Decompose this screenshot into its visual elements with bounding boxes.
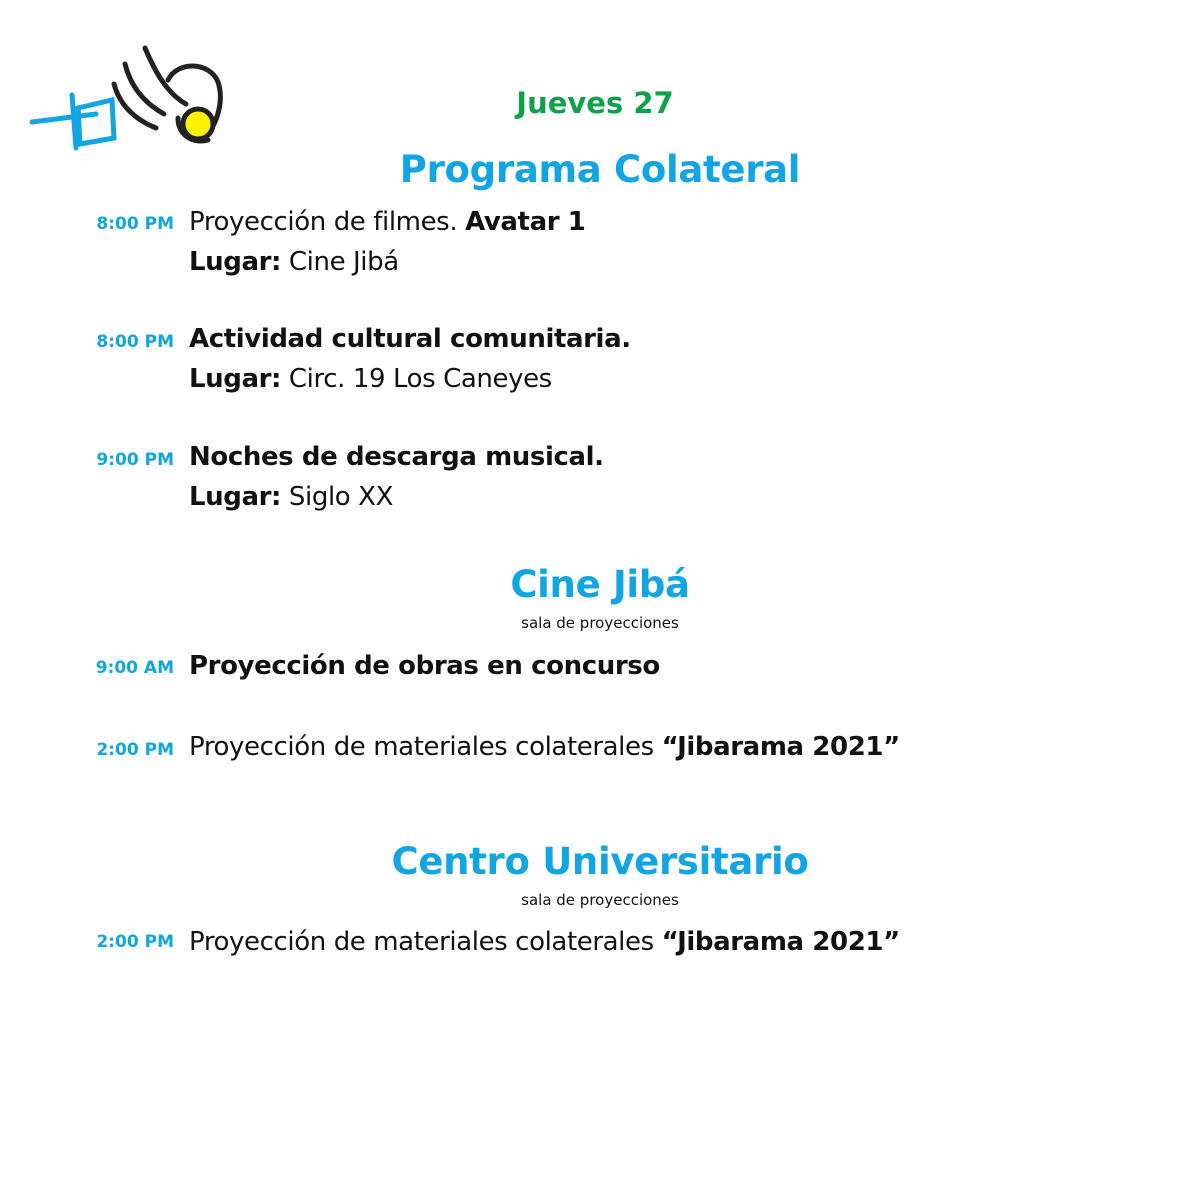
location-value: Siglo XX [281,482,393,512]
event-location [189,364,552,394]
event-title [189,927,900,957]
event-time: 8:00 PM [96,214,174,234]
event-time: 9:00 AM [95,658,174,678]
event-title [189,207,586,237]
event-title: Noches de descarga musical. [189,442,604,472]
event-time: 2:00 PM [96,932,174,952]
event-title-text: Proyección de filmes. [189,207,466,237]
event-film-name: “Jibarama 2021” [661,927,900,957]
event-title-text: Proyección de materiales colaterales [189,732,662,762]
location-label: Lugar: [189,364,282,394]
location-label: Lugar: [189,482,282,512]
event-title: Actividad cultural comunitaria. [189,324,631,354]
event-title: Proyección de obras en concurso [189,651,660,681]
event-film-name: Avatar 1 [465,207,586,237]
event-location [189,247,399,277]
event-title-text: Proyección de materiales colaterales [189,927,662,957]
event-location [189,482,393,512]
location-value: Cine Jibá [281,247,399,277]
event-time: 9:00 PM [96,450,174,470]
section-subtitle: sala de proyecciones [521,891,679,909]
event-film-name: “Jibarama 2021” [661,732,900,762]
section-title-centro-universitario: Centro Universitario [391,840,809,883]
location-label: Lugar: [189,247,282,277]
day-heading: Jueves 27 [516,86,674,120]
event-time: 2:00 PM [96,740,174,760]
section-subtitle: sala de proyecciones [521,614,679,632]
event-title [189,732,900,762]
section-title-programa-colateral: Programa Colateral [399,148,801,191]
event-time: 8:00 PM [96,332,174,352]
location-value: Circ. 19 Los Caneyes [281,364,552,394]
section-title-cine-jiba: Cine Jibá [510,563,690,606]
